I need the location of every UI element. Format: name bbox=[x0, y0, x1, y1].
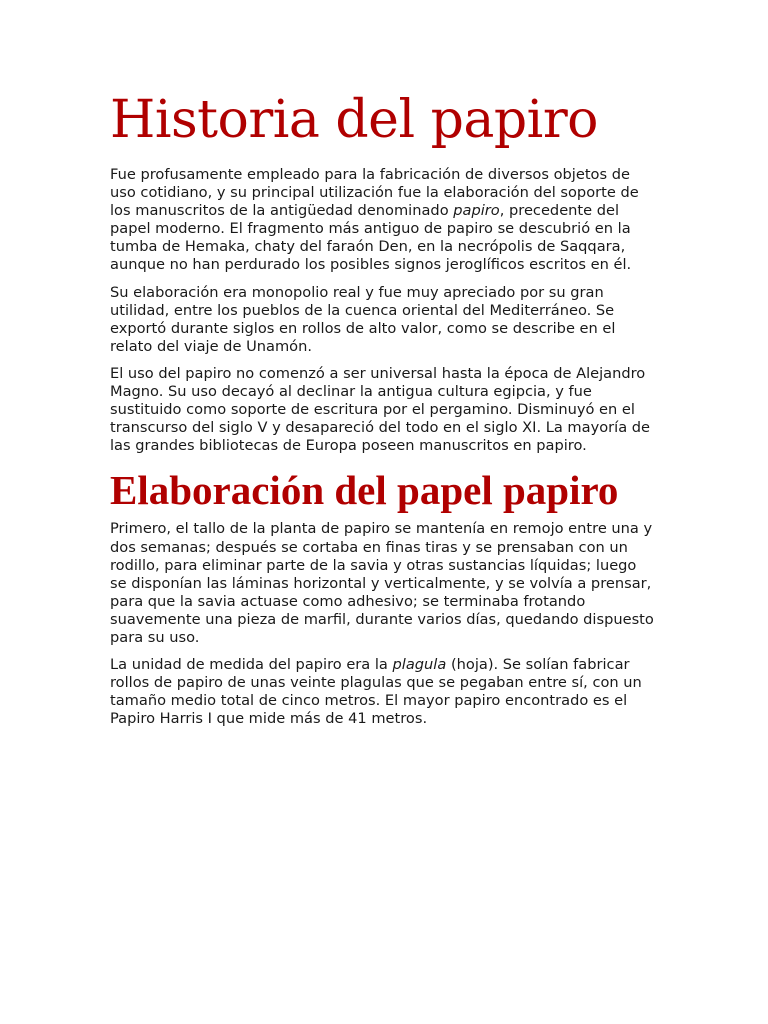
section-title-historia: Historia del papiro bbox=[110, 90, 598, 150]
text-run: , precedente del papel moderno. El fragmento más antiguo de papiro se descubrió en la tumba de Hemaka, chaty del faraón Den, en la necrópolis de Saqqara, aunque no han perdurado los posibles signos jeroglíficos escritos en él. bbox=[110, 202, 632, 274]
text-run: Fue profusamente empleado para la fabricación de diversos objetos de uso cotidiano, y su principal utilización fue la elaboración del soporte de los manuscritos de la antigüedad denominado bbox=[110, 166, 639, 220]
paragraph-elaboracion-1: Primero, el tallo de la planta de papiro se mantenía en remojo entre una y dos semanas; después se cortaba en finas tiras y se prensaban con un rodillo, para eliminar parte de la savia y otras sustancias líquidas; luego se disponían las láminas horizontal y verticalmente, y se volvía a prensar, para que la savia actuase como adhesivo; se terminaba frotando suavemente una pieza de marfil, durante varios días, quedando dispuesto para su uso. bbox=[110, 520, 654, 646]
section-title-elaboracion: Elaboración del papel papiro bbox=[110, 467, 619, 514]
paragraph-historia-1 bbox=[110, 166, 655, 275]
text-run: La unidad de medida del papiro era la bbox=[110, 656, 393, 674]
italic-term: plagula bbox=[392, 656, 447, 674]
paragraph-elaboracion-2 bbox=[110, 656, 655, 728]
document-page bbox=[110, 88, 655, 737]
italic-term: papiro bbox=[453, 202, 500, 220]
paragraph-historia-2: Su elaboración era monopolio real y fue muy apreciado por su gran utilidad, entre los pueblos de la cuenca oriental del Mediterráneo. Se exportó durante siglos en rollos de alto valor, como se describe en el relato del viaje de Unamón. bbox=[110, 283, 616, 355]
paragraph-historia-3: El uso del papiro no comenzó a ser universal hasta la época de Alejandro Magno. Su uso decayó al declinar la antigua cultura egipcia, y fue sustituido como soporte de escritura por el pergamino. Disminuyó en el transcurso del siglo V y desapareció del todo en el siglo XI. La mayoría de las grandes bibliotecas de Europa poseen manuscritos en papiro. bbox=[110, 364, 651, 455]
text-run: (hoja). Se solían fabricar rollos de papiro de unas veinte plagulas que se pegaban entre sí, con un tamaño medio total de cinco metros. El mayor papiro encontrado es el Papiro Harris I que mide más de 41 metros. bbox=[110, 656, 642, 728]
